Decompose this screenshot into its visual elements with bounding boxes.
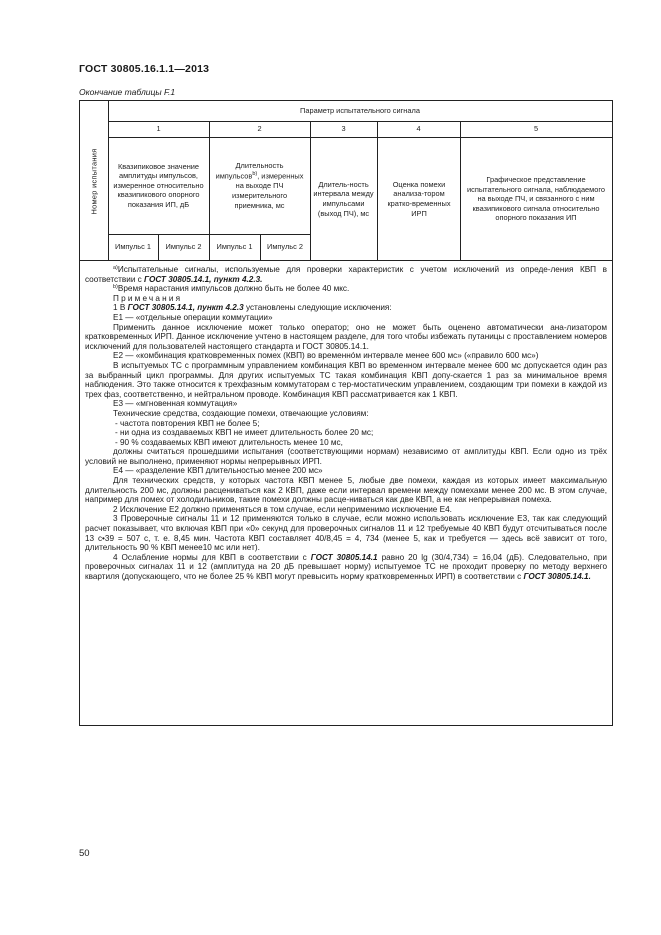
col2-description (213, 137, 306, 234)
grid-line (310, 121, 311, 261)
sub-header-pulse1: Импульс 1 (115, 242, 151, 252)
footnote-a-ref: ГОСТ 30805.14.1, пункт 4.2.3. (144, 274, 263, 284)
col-number-1: 1 (156, 124, 161, 134)
sub-header-pulse2: Импульс 2 (267, 242, 303, 252)
footnote-a-text: Испытательные сигналы, используемые для проверки характеристик с учетом исключений из опреде-ления КВП в соответствии с (85, 265, 607, 284)
note-4 (85, 553, 607, 582)
table-caption: Окончание таблицы F.1 (79, 87, 176, 97)
param-header: Параметр испытательного сигнала (300, 106, 420, 116)
exception-e4-text: Для технических средств, у которых частота КВП менее 5, любые две помехи, каждая из которых имеет максимальную длительность 200 мс, должны расцениваться как 2 КВП, даже если интервал времени между помехами менее 200 мс. В этом случае, например для помех от холодильников, такие помехи должны расце-ниваться как две КВП, а не как непрерывная помеха. (85, 476, 607, 505)
notes-heading: Примечания (113, 293, 183, 303)
footnote-a-mark: a) (113, 265, 118, 271)
col-number-4: 4 (416, 124, 421, 134)
col-number-5: 5 (533, 124, 539, 134)
exception-e1-text: Применить данное исключение может только оператор; оно не может быть оценено автоматически ана-лизатором кратковременных ИРП. Данное исключение учтено в настоящем разделе, для того чтобы избежать путаницы с проставлением номеров исключений для пользователей настоящего стандарта и ГОСТ 30805.14.1. (85, 322, 607, 351)
footnote-a (85, 265, 607, 284)
footnote-b-text: Время нарастания импульсов должно быть не более 40 мкс. (117, 284, 350, 294)
col-number-3: 3 (341, 124, 346, 134)
col2-text-b: , измеренных на выходе ПЧ измерительного приемника, мс (231, 171, 304, 210)
condition-item: - частота повторения КВП не более 5; (115, 418, 260, 428)
note-3: 3 Проверочные сигналы 11 и 12 применяются только в случае, если можно использовать исключение Е3, так как следующий расчет показывает, что включая КВП при «0» секунд для проверочных сигналов 11 и 12 требуемые 40 КВП будут отсчитываться после 13 с•39 = 507 с, т. е. 8,45 мин. Частота КВП составляет 40/8,45 = 4, 734 (менее 5, как и требуется — здесь всё зависит от того, длительность 90 % КВП менее10 мс или нет). (85, 514, 607, 553)
footnote-b-mark: b) (113, 284, 118, 291)
col4-description: Оценка помехи анализа-тором кратко-временных ИРП (387, 179, 451, 218)
sub-header-pulse1: Импульс 1 (216, 242, 253, 252)
note-1-text-b: установлены следующие исключения: (243, 303, 392, 313)
row-header-cell (80, 101, 108, 261)
note-4-text-b: равно 20 lg (30/4,734) = 16,04 (дБ). Следовательно, при проверочных сигналах 11 и 12 (амплитуда на 20 дБ превышает норму) испытуемое ТС не проходит проверку по методу верхнего квартиля (допускающего, что не более 25 % КВП могут превысить норму кратковременных ИРП) в соответствии с (85, 552, 608, 581)
note-4-ref2: ГОСТ 30805.14.1. (523, 572, 591, 581)
col5-description: Графическое представление испытательного сигнала, наблюдаемого на выходе ПЧ, и связанного с ним квазипикового сигнала относительно опорного показания ИП (467, 175, 605, 223)
note-4-ref: ГОСТ 30805.14.1 (310, 552, 378, 562)
col3-description: Длитель-ность интервала между импульсами (выход ПЧ), мс (313, 179, 374, 218)
col2-footnote-mark: b) (252, 171, 258, 178)
grid-line (460, 121, 461, 261)
table-frame (79, 100, 613, 726)
document-title: ГОСТ 30805.16.1.1—2013 (79, 63, 210, 75)
note-4-text-a: 4 Ослабление нормы для КВП в соответствии с (113, 552, 311, 562)
note-1-ref: ГОСТ 30805.14.1, пункт 4.2.3 (127, 303, 244, 313)
exception-e3-title: Е3 — «мгновенная коммутация» (113, 399, 238, 409)
note-1 (85, 303, 607, 313)
col2-text-a: Длительность импульсов (215, 160, 284, 181)
exception-e3-conclusion: должны считаться прошедшими испытания (соответствующими нормам) независимо от амплитуды КВП. Если одно из трёх условий не выполнено, применяют нормы непрерывных ИРП. (85, 447, 607, 466)
col-number-2: 2 (257, 124, 262, 134)
exception-e3-text: Технические средства, создающие помехи, отвечающие условиям: (113, 408, 369, 418)
exception-e1-title: Е1 — «отдельные операции коммутации» (113, 312, 273, 322)
exception-e2-title: Е2 — «комбинация кратковременных помех (КВП) во временнóм интервале менее 600 мс» («правило 600 мс») (113, 351, 539, 361)
footnotes-and-notes (85, 265, 607, 582)
exception-e2-text: В испытуемых ТС с программным управлением комбинация КВП во временном интервале менее 600 мс допускается один раз за выбранный цикл программы. Для других испытуемых ТС такая комбинация КВП допу-скается 1 раз за минимальное время наблюдения. Это также относится к трехфазным коммутаторам с тер-мостатическим управлением, создающим три помехи в каждой из трех фаз, соответственно, и нейтральном проводе. Комбинация КВП рассматривается как 1 КВП. (85, 360, 607, 399)
note-1-text-a: 1 В (113, 303, 128, 313)
footnote-b (85, 284, 607, 294)
condition-item: - ни одна из создаваемых КВП не имеет длительность более 20 мс; (115, 428, 374, 438)
condition-item: - 90 % создаваемых КВП имеют длительность менее 10 мс, (115, 437, 343, 447)
grid-line (377, 121, 378, 261)
page-number: 50 (79, 848, 90, 859)
table-header-grid (80, 101, 612, 261)
col1-description: Квазипиковое значение амплитуды импульсов, измеренное относительно квазипикового опорного показания ИП, дБ (113, 161, 204, 209)
sub-header-pulse2: Импульс 2 (165, 242, 202, 252)
row-header-label: Номер испытания (89, 147, 99, 215)
exception-e4-title: Е4 — «разделение КВП длительностью менее 200 мс» (113, 466, 323, 476)
note-2: 2 Исключение Е2 должно применяться в том случае, если неприменимо исключение Е4. (113, 504, 452, 514)
